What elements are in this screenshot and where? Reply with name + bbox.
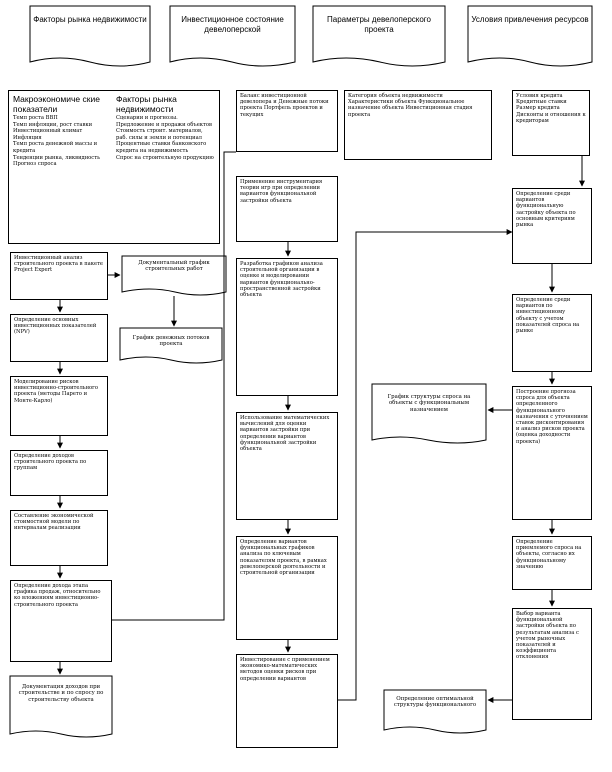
right-step-3: Построение прогноза спроса для объекта определенного функционального назначения с уточнением ставок дисконтирования и анализ рисков проекта (оценка доходности проекта) [512, 386, 592, 520]
macro-item: Инвестиционный климат [13, 128, 83, 135]
right-step-2: Определение среди вариантов по инвестиционному объекту с учетом показателей спроса на рынке [512, 294, 592, 372]
header-project-params: Параметры девелоперского проекта [327, 15, 431, 34]
right-step-4: Определение приемлемого спроса на объекты, согласно их функциональному значению [512, 536, 592, 590]
doc-demand-structure: График структуры спроса на объекты с функциональным назначением [387, 394, 471, 413]
doc-cash-flows: График денежных потоков проекта [132, 335, 210, 348]
macro-item: Темп роста ВВП [13, 115, 58, 121]
middle-step-4: Определение вариантов функциональных графиков анализа по ключевым показателям проекта, в рамках девелоперской деятельности и строительной организации [236, 536, 338, 640]
left-step-2: Определение основных инвестиционных показателей (NPV) [10, 314, 108, 362]
left-step-6: Определение дохода этапа графика продаж, относительно ко вложениям инвестиционно-строительного проекта [10, 580, 112, 662]
macro-item: Тенденции рынка, ликвидность [13, 154, 100, 161]
macro-factors-box [8, 90, 220, 244]
market-item: Стоимость строит. материалов, раб. силы и земли и потенциал [116, 128, 203, 141]
right-step-5: Выбор варианта функциональной застройки объекта по результатам анализа с учетом рыночных показателей и коэффициента отклонения [512, 608, 592, 720]
left-step-5: Составление экономической стоимостной модели по интервалам реализации [10, 510, 108, 566]
middle-step-1: Применение инструментария теории игр при определении вариантов функциональной застройки объекта [236, 176, 338, 242]
resource-conditions-box: Условия кредита Кредитные ставки Размер кредита Дисконты и отношения к кредиторам [512, 90, 590, 156]
developer-state-box: Баланс инвестиционной девелопера и Денежные потоки проекта Портфель проектов и текущих [236, 90, 338, 152]
macro-item: Инфляция [13, 134, 42, 141]
middle-step-2: Разработка графиков анализа строительной организации в оценке и моделировании вариантов функционально-пространственной застройки объекта [236, 258, 338, 396]
macro-title-right: Факторы рынка недвижимости [116, 94, 177, 114]
header-market-factors: Факторы рынка недвижимости [33, 15, 147, 24]
doc-left-revenues: Документация доходов при строительстве и по спросу по строительству объекта [18, 684, 104, 703]
header-resource-conditions: Условия привлечения ресурсов [471, 15, 589, 24]
left-step-3: Моделирование рисков инвестиционно-строительного проекта (методы Парето и Монте-Карло) [10, 376, 108, 436]
market-item: Сценарии и прогнозы. Предложение и продажи объектов [116, 115, 212, 128]
left-step-1: Инвестиционный анализ строительного проекта в пакете Project Expert [10, 252, 108, 300]
left-step-4: Определение доходов строительного проекта по группам [10, 450, 108, 496]
project-params-box: Категория объекта недвижимости Характеристики объекта Функциональное назначение объекта Инвестиционная стадия проекта [344, 90, 492, 160]
macro-item: Темп роста денежной массы и кредита [13, 141, 98, 154]
header-developer-state: Инвестиционное состояние девелоперской [181, 15, 284, 34]
middle-step-3: Использование математических вычислений для оценки вариантов застройки при определении вариантов функциональной застройки объекта [236, 412, 338, 520]
middle-step-5: Инвестирование с применением экономико-математических методов оценки рисков при определении вариантов [236, 654, 338, 748]
macro-item: Прогноз спроса [13, 161, 57, 168]
market-item: Спрос на строительную продукцию [116, 154, 214, 161]
macro-title-left: Макроэкономиче ские показатели [13, 94, 100, 114]
doc-work-schedule: Документальный график строительных работ [138, 260, 210, 273]
macro-item: Темп инфляции, рост ставки [13, 121, 93, 128]
market-item: Процентные ставки банковского кредита на недвижимость [116, 141, 207, 154]
doc-optimal-structure: Определение оптимальной структуры функционального [393, 696, 477, 709]
right-step-1: Определение среди вариантов функциональную застройку объекта по основным критериям рынка [512, 188, 592, 264]
